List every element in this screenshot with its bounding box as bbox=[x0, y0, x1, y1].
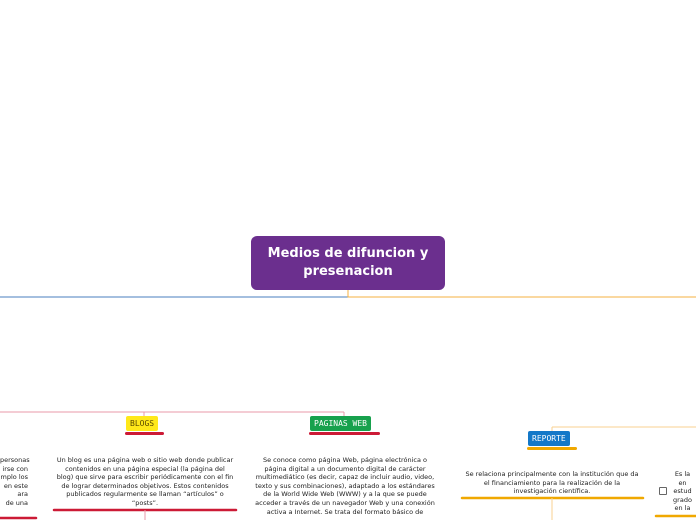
left-partial-line: irse con bbox=[2, 464, 28, 473]
right-branch-line bbox=[348, 290, 696, 297]
right-partial-line: en la bbox=[674, 504, 691, 513]
blogs-underline bbox=[125, 432, 164, 435]
paginas-web-label: PAGINAS WEB bbox=[314, 419, 367, 428]
left-partial-description[interactable] bbox=[0, 456, 28, 508]
right-partial-line: Es la bbox=[674, 470, 691, 478]
central-topic[interactable] bbox=[251, 236, 445, 290]
central-topic-label: Medios de difuncion y presenacion bbox=[267, 246, 429, 279]
left-partial-line: ara bbox=[17, 490, 28, 499]
right-partial-line: estud bbox=[673, 487, 692, 496]
left-partial-line: de una bbox=[5, 498, 28, 507]
reporte-description[interactable]: Se relaciona principalmente con la institución que da el financiamiento para la realización de la investigación científica. bbox=[465, 470, 639, 496]
left-partial-line: personas bbox=[0, 456, 30, 464]
right-partial-line: grado bbox=[673, 495, 692, 504]
left-partial-line: mplo los bbox=[0, 473, 28, 482]
paginas-web-node[interactable] bbox=[310, 416, 371, 431]
task-checkbox[interactable] bbox=[659, 487, 667, 495]
reporte-node[interactable] bbox=[528, 431, 570, 446]
right-partial-description[interactable] bbox=[669, 470, 696, 513]
reporte-label: REPORTE bbox=[532, 434, 566, 443]
paginas-web-underline bbox=[309, 432, 380, 435]
blogs-label: BLOGS bbox=[130, 419, 155, 428]
left-branch-line bbox=[0, 290, 348, 297]
blogs-node[interactable] bbox=[126, 416, 158, 431]
left-partial-line: en este bbox=[3, 481, 28, 490]
paginas-web-description[interactable]: Se conoce como página Web, página electrónica o página digital a un documento digital de carácter multimediático (es decir, capaz de incluir audio, video, texto y sus combinaciones), adaptado a los estándares de la World Wide Web (WWW) y a la que se puede acceder a través de un navegador Web y una conexión activa a Internet. Se trata del formato básico de bbox=[255, 456, 435, 516]
reporte-underline bbox=[527, 447, 577, 450]
right-partial-line: en bbox=[678, 478, 687, 487]
blogs-description[interactable]: Un blog es una página web o sitio web donde publicar contenidos en una página especial (la página del blog) que sirve para escribir periódicamente con el fin de lograr determinados objetivos. Estos contenidos publicados regularmente se llaman “artículos” o “posts”. bbox=[56, 456, 234, 507]
